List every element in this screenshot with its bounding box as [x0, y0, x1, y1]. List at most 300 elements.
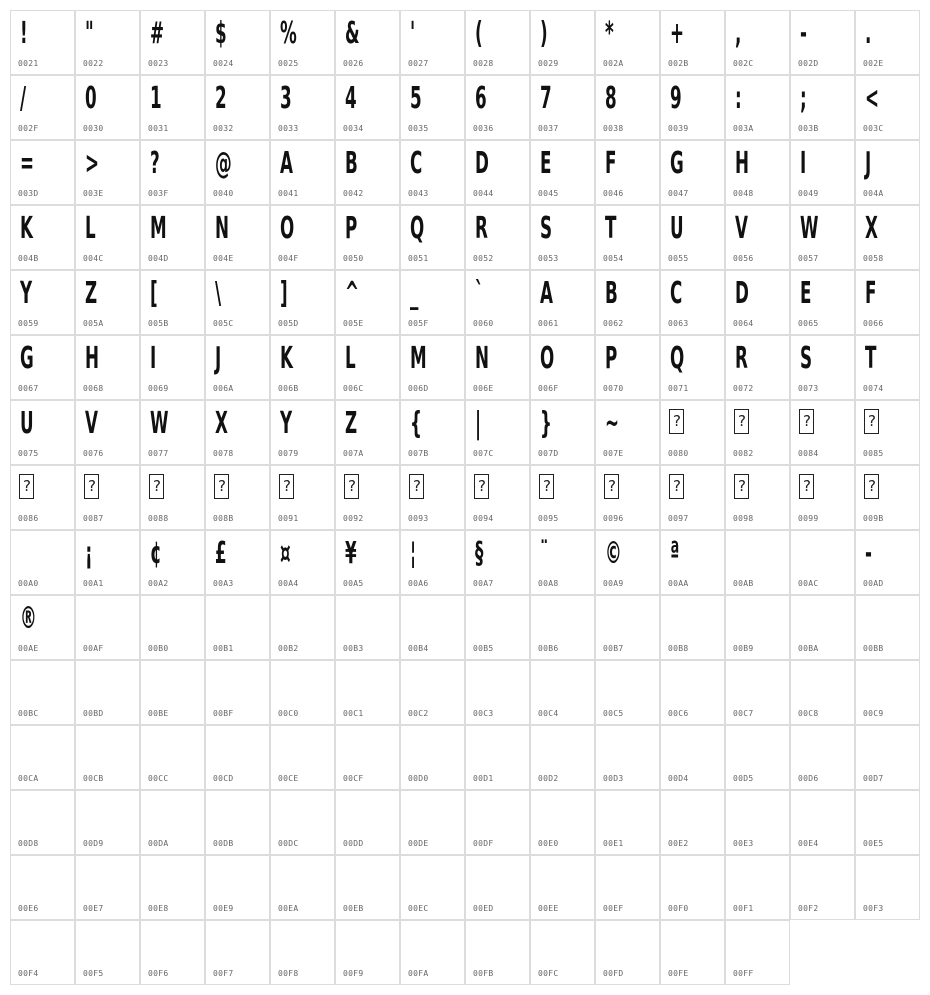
glyph-cell[interactable]	[140, 140, 205, 205]
glyph-cell[interactable]	[465, 595, 530, 660]
glyph-cell[interactable]	[660, 595, 725, 660]
glyph-cell[interactable]	[140, 530, 205, 595]
glyph-cell[interactable]	[205, 270, 270, 335]
glyph-cell[interactable]	[335, 335, 400, 400]
glyph-cell[interactable]	[855, 530, 920, 595]
glyph-cell[interactable]	[595, 855, 660, 920]
glyph-codepoint-label: 0071	[668, 384, 689, 393]
glyph-codepoint-label: 00C3	[473, 709, 494, 718]
missing-glyph-box-icon	[19, 474, 34, 499]
glyph-char: B	[345, 146, 358, 181]
glyph-cell[interactable]	[270, 270, 335, 335]
glyph-cell[interactable]	[530, 920, 595, 985]
glyph-cell[interactable]	[335, 920, 400, 985]
glyph-cell[interactable]	[595, 530, 660, 595]
glyph-cell[interactable]	[400, 660, 465, 725]
glyph-cell[interactable]	[725, 335, 790, 400]
glyph-cell[interactable]	[530, 140, 595, 205]
glyph-char: ¥	[345, 536, 357, 571]
glyph-codepoint-label: 00F0	[668, 904, 689, 913]
glyph-cell[interactable]	[595, 400, 660, 465]
glyph-cell[interactable]	[75, 790, 140, 855]
glyph-char: R	[475, 211, 488, 246]
glyph-cell[interactable]	[205, 920, 270, 985]
glyph-cell[interactable]	[855, 270, 920, 335]
glyph-cell[interactable]	[335, 205, 400, 270]
missing-glyph-box-icon	[214, 474, 229, 499]
glyph-cell[interactable]	[595, 270, 660, 335]
glyph-cell[interactable]	[595, 790, 660, 855]
glyph-cell[interactable]	[205, 335, 270, 400]
glyph-cell[interactable]	[75, 205, 140, 270]
glyph-cell[interactable]	[10, 335, 75, 400]
glyph-cell[interactable]	[660, 400, 725, 465]
glyph-codepoint-label: 005A	[83, 319, 104, 328]
glyph-cell[interactable]	[855, 140, 920, 205]
glyph-codepoint-label: 0050	[343, 254, 364, 263]
glyph-cell[interactable]	[595, 595, 660, 660]
glyph-cell[interactable]	[140, 400, 205, 465]
glyph-char: M	[410, 341, 427, 376]
glyph-cell[interactable]	[465, 725, 530, 790]
glyph-cell[interactable]	[855, 660, 920, 725]
glyph-codepoint-label: 00DA	[148, 839, 169, 848]
glyph-cell[interactable]	[530, 10, 595, 75]
glyph-cell[interactable]	[140, 660, 205, 725]
glyph-codepoint-label: 00E7	[83, 904, 104, 913]
glyph-cell[interactable]	[530, 205, 595, 270]
glyph-codepoint-label: 0035	[408, 124, 429, 133]
glyph-cell[interactable]	[530, 400, 595, 465]
glyph-codepoint-label: 007C	[473, 449, 494, 458]
missing-glyph-icon	[279, 474, 294, 508]
glyph-char: X	[215, 406, 228, 441]
glyph-char: N	[475, 341, 490, 376]
glyph-cell[interactable]	[725, 400, 790, 465]
glyph-cell[interactable]	[335, 660, 400, 725]
glyph-cell[interactable]	[75, 920, 140, 985]
glyph-cell[interactable]	[660, 75, 725, 140]
glyph-cell[interactable]	[790, 270, 855, 335]
glyph-cell[interactable]	[465, 920, 530, 985]
glyph-cell[interactable]	[400, 140, 465, 205]
glyph-cell[interactable]	[10, 920, 75, 985]
glyph-cell[interactable]	[660, 465, 725, 530]
glyph-cell[interactable]	[10, 660, 75, 725]
glyph-codepoint-label: 0027	[408, 59, 429, 68]
glyph-cell[interactable]	[75, 270, 140, 335]
glyph-cell[interactable]	[790, 75, 855, 140]
glyph-cell[interactable]	[660, 725, 725, 790]
glyph-cell[interactable]	[855, 465, 920, 530]
glyph-cell[interactable]	[790, 660, 855, 725]
glyph-grid	[10, 10, 920, 985]
glyph-codepoint-label: 00D9	[83, 839, 104, 848]
glyph-cell[interactable]	[595, 660, 660, 725]
glyph-cell[interactable]	[595, 920, 660, 985]
glyph-codepoint-label: 002A	[603, 59, 624, 68]
glyph-cell[interactable]	[595, 725, 660, 790]
glyph-cell[interactable]	[790, 10, 855, 75]
glyph-cell[interactable]	[660, 140, 725, 205]
glyph-codepoint-label: 00AB	[733, 579, 754, 588]
glyph-cell[interactable]	[595, 10, 660, 75]
glyph-cell[interactable]	[335, 725, 400, 790]
glyph-cell[interactable]	[400, 335, 465, 400]
glyph-cell[interactable]	[660, 790, 725, 855]
glyph-codepoint-label: 0032	[213, 124, 234, 133]
glyph-cell[interactable]	[465, 855, 530, 920]
glyph-cell[interactable]	[530, 790, 595, 855]
glyph-cell[interactable]	[725, 920, 790, 985]
glyph-cell[interactable]	[790, 595, 855, 660]
glyph-cell[interactable]	[75, 75, 140, 140]
glyph-codepoint-label: 0033	[278, 124, 299, 133]
glyph-codepoint-label: 00C6	[668, 709, 689, 718]
glyph-cell[interactable]	[855, 790, 920, 855]
glyph-codepoint-label: 00DC	[278, 839, 299, 848]
glyph-codepoint-label: 0095	[538, 514, 559, 523]
glyph-codepoint-label: 0076	[83, 449, 104, 458]
glyph-char: V	[85, 406, 98, 441]
glyph-cell[interactable]	[530, 855, 595, 920]
glyph-codepoint-label: 00D7	[863, 774, 884, 783]
glyph-codepoint-label: 00E8	[148, 904, 169, 913]
glyph-char: )	[540, 16, 548, 51]
glyph-cell[interactable]	[400, 10, 465, 75]
glyph-cell[interactable]	[335, 140, 400, 205]
glyph-char: :	[735, 81, 742, 116]
glyph-cell[interactable]	[725, 855, 790, 920]
glyph-cell[interactable]	[660, 855, 725, 920]
glyph-cell[interactable]	[400, 270, 465, 335]
glyph-cell[interactable]	[140, 725, 205, 790]
glyph-codepoint-label: 004A	[863, 189, 884, 198]
glyph-codepoint-label: 00E4	[798, 839, 819, 848]
glyph-cell[interactable]	[10, 595, 75, 660]
glyph-codepoint-label: 00C5	[603, 709, 624, 718]
glyph-codepoint-label: 00AE	[18, 644, 39, 653]
glyph-codepoint-label: 00A4	[278, 579, 299, 588]
glyph-codepoint-label: 00D5	[733, 774, 754, 783]
glyph-cell[interactable]	[205, 595, 270, 660]
glyph-cell[interactable]	[530, 75, 595, 140]
glyph-cell[interactable]	[75, 530, 140, 595]
glyph-cell[interactable]	[270, 140, 335, 205]
glyph-cell[interactable]	[400, 725, 465, 790]
glyph-codepoint-label: 0044	[473, 189, 494, 198]
glyph-cell[interactable]	[855, 335, 920, 400]
glyph-cell[interactable]	[335, 790, 400, 855]
glyph-cell[interactable]	[595, 465, 660, 530]
glyph-cell[interactable]	[465, 465, 530, 530]
glyph-cell[interactable]	[335, 465, 400, 530]
glyph-cell[interactable]	[335, 855, 400, 920]
glyph-cell[interactable]	[400, 530, 465, 595]
glyph-cell[interactable]	[270, 660, 335, 725]
glyph-codepoint-label: 00E1	[603, 839, 624, 848]
glyph-char: U	[20, 406, 34, 441]
glyph-char: '	[410, 16, 416, 51]
glyph-cell[interactable]	[725, 465, 790, 530]
glyph-cell[interactable]	[660, 10, 725, 75]
glyph-char: {	[410, 406, 422, 441]
glyph-codepoint-label: 0059	[18, 319, 39, 328]
glyph-cell[interactable]	[725, 75, 790, 140]
glyph-cell[interactable]	[660, 335, 725, 400]
glyph-cell[interactable]	[725, 140, 790, 205]
glyph-codepoint-label: 00F3	[863, 904, 884, 913]
glyph-cell[interactable]	[205, 140, 270, 205]
glyph-cell[interactable]	[270, 790, 335, 855]
glyph-cell[interactable]	[140, 335, 205, 400]
glyph-cell[interactable]	[335, 10, 400, 75]
glyph-codepoint-label: 0036	[473, 124, 494, 133]
glyph-cell[interactable]	[790, 530, 855, 595]
glyph-cell[interactable]	[465, 140, 530, 205]
glyph-cell[interactable]	[10, 855, 75, 920]
glyph-cell[interactable]	[10, 10, 75, 75]
glyph-cell[interactable]	[465, 75, 530, 140]
glyph-char: L	[85, 211, 96, 246]
glyph-cell[interactable]	[270, 530, 335, 595]
glyph-codepoint-label: 0068	[83, 384, 104, 393]
glyph-codepoint-label: 0078	[213, 449, 234, 458]
glyph-cell[interactable]	[10, 465, 75, 530]
glyph-codepoint-label: 00EC	[408, 904, 429, 913]
glyph-cell[interactable]	[790, 140, 855, 205]
glyph-cell[interactable]	[75, 725, 140, 790]
glyph-char: X	[865, 211, 878, 246]
glyph-cell[interactable]	[140, 465, 205, 530]
glyph-cell[interactable]	[530, 725, 595, 790]
glyph-cell[interactable]	[530, 530, 595, 595]
glyph-codepoint-label: 0057	[798, 254, 819, 263]
glyph-cell[interactable]	[270, 465, 335, 530]
glyph-cell[interactable]	[140, 595, 205, 660]
glyph-cell[interactable]	[140, 10, 205, 75]
glyph-codepoint-label: 00B1	[213, 644, 234, 653]
glyph-cell[interactable]	[400, 400, 465, 465]
glyph-codepoint-label: 00B3	[343, 644, 364, 653]
glyph-cell[interactable]	[530, 465, 595, 530]
glyph-cell[interactable]	[335, 75, 400, 140]
glyph-cell[interactable]	[75, 855, 140, 920]
glyph-cell[interactable]	[10, 75, 75, 140]
glyph-cell[interactable]	[725, 530, 790, 595]
glyph-cell[interactable]	[595, 140, 660, 205]
glyph-char: E	[800, 276, 812, 311]
glyph-cell[interactable]	[725, 10, 790, 75]
glyph-cell[interactable]	[205, 10, 270, 75]
glyph-cell[interactable]	[140, 790, 205, 855]
glyph-cell[interactable]	[270, 75, 335, 140]
glyph-cell[interactable]	[790, 855, 855, 920]
glyph-cell[interactable]	[855, 75, 920, 140]
glyph-cell[interactable]	[75, 10, 140, 75]
glyph-codepoint-label: 00E9	[213, 904, 234, 913]
glyph-cell[interactable]	[400, 205, 465, 270]
glyph-cell[interactable]	[270, 595, 335, 660]
glyph-cell[interactable]	[140, 270, 205, 335]
glyph-cell[interactable]	[790, 465, 855, 530]
glyph-cell[interactable]	[270, 920, 335, 985]
glyph-codepoint-label: 00BF	[213, 709, 234, 718]
glyph-cell[interactable]	[400, 75, 465, 140]
glyph-char: |	[475, 406, 482, 441]
glyph-cell[interactable]	[75, 465, 140, 530]
glyph-cell[interactable]	[140, 855, 205, 920]
glyph-cell[interactable]	[465, 660, 530, 725]
glyph-cell[interactable]	[400, 920, 465, 985]
glyph-char: P	[345, 211, 358, 246]
glyph-cell[interactable]	[465, 400, 530, 465]
glyph-cell[interactable]	[335, 595, 400, 660]
missing-glyph-box-icon	[539, 474, 554, 499]
glyph-codepoint-label: 00F4	[18, 969, 39, 978]
glyph-cell[interactable]	[660, 530, 725, 595]
glyph-cell[interactable]	[140, 205, 205, 270]
glyph-char: 3	[280, 81, 292, 116]
glyph-cell[interactable]	[270, 400, 335, 465]
glyph-cell[interactable]	[400, 595, 465, 660]
glyph-cell[interactable]	[465, 205, 530, 270]
missing-glyph-icon	[214, 474, 229, 508]
glyph-cell[interactable]	[595, 335, 660, 400]
glyph-char: G	[670, 146, 684, 181]
glyph-cell[interactable]	[660, 270, 725, 335]
glyph-cell[interactable]	[530, 335, 595, 400]
glyph-cell[interactable]	[855, 400, 920, 465]
glyph-char: ;	[800, 81, 807, 116]
glyph-codepoint-label: 00D1	[473, 774, 494, 783]
glyph-cell[interactable]	[75, 660, 140, 725]
glyph-cell[interactable]	[725, 660, 790, 725]
glyph-cell[interactable]	[205, 530, 270, 595]
glyph-codepoint-label: 0047	[668, 189, 689, 198]
glyph-codepoint-label: 00BE	[148, 709, 169, 718]
glyph-cell[interactable]	[205, 205, 270, 270]
glyph-cell[interactable]	[10, 790, 75, 855]
glyph-cell[interactable]	[855, 725, 920, 790]
glyph-cell[interactable]	[790, 335, 855, 400]
glyph-cell[interactable]	[400, 855, 465, 920]
glyph-codepoint-label: 002C	[733, 59, 754, 68]
glyph-codepoint-label: 0031	[148, 124, 169, 133]
glyph-cell[interactable]	[205, 465, 270, 530]
glyph-cell[interactable]	[75, 400, 140, 465]
glyph-cell[interactable]	[530, 595, 595, 660]
glyph-cell[interactable]	[270, 205, 335, 270]
glyph-cell[interactable]	[465, 530, 530, 595]
glyph-cell[interactable]	[855, 595, 920, 660]
glyph-cell[interactable]	[725, 790, 790, 855]
glyph-cell[interactable]	[660, 920, 725, 985]
glyph-cell[interactable]	[10, 270, 75, 335]
glyph-cell[interactable]	[75, 140, 140, 205]
glyph-cell[interactable]	[725, 725, 790, 790]
glyph-cell[interactable]	[790, 400, 855, 465]
glyph-cell[interactable]	[10, 140, 75, 205]
glyph-cell[interactable]	[205, 725, 270, 790]
glyph-codepoint-label: 0023	[148, 59, 169, 68]
glyph-codepoint-label: 0085	[863, 449, 884, 458]
glyph-cell[interactable]	[790, 725, 855, 790]
glyph-cell[interactable]	[140, 75, 205, 140]
glyph-char: ,	[735, 16, 742, 51]
glyph-codepoint-label: 00EE	[538, 904, 559, 913]
glyph-cell[interactable]	[465, 790, 530, 855]
glyph-codepoint-label: 005B	[148, 319, 169, 328]
glyph-cell[interactable]	[205, 660, 270, 725]
glyph-cell[interactable]	[465, 270, 530, 335]
glyph-cell[interactable]	[725, 205, 790, 270]
glyph-cell[interactable]	[400, 465, 465, 530]
glyph-codepoint-label: 0043	[408, 189, 429, 198]
glyph-cell[interactable]	[270, 725, 335, 790]
glyph-cell[interactable]	[335, 530, 400, 595]
glyph-char: S	[540, 211, 553, 246]
glyph-cell[interactable]	[530, 270, 595, 335]
glyph-cell[interactable]	[335, 400, 400, 465]
glyph-cell[interactable]	[725, 595, 790, 660]
glyph-cell[interactable]	[660, 660, 725, 725]
glyph-codepoint-label: 00DB	[213, 839, 234, 848]
glyph-cell[interactable]	[205, 790, 270, 855]
glyph-cell[interactable]	[10, 725, 75, 790]
glyph-cell[interactable]	[595, 75, 660, 140]
glyph-cell[interactable]	[205, 400, 270, 465]
glyph-cell[interactable]	[595, 205, 660, 270]
missing-glyph-box-icon	[734, 409, 749, 434]
glyph-cell[interactable]	[205, 75, 270, 140]
glyph-cell[interactable]	[10, 530, 75, 595]
glyph-char: R	[735, 341, 748, 376]
glyph-cell[interactable]	[465, 10, 530, 75]
glyph-cell[interactable]	[855, 855, 920, 920]
glyph-cell[interactable]	[75, 335, 140, 400]
glyph-codepoint-label: 0030	[83, 124, 104, 133]
glyph-codepoint-label: 002F	[18, 124, 39, 133]
missing-glyph-icon	[474, 474, 489, 508]
glyph-char: J	[215, 341, 222, 376]
glyph-cell[interactable]	[400, 790, 465, 855]
glyph-cell[interactable]	[270, 10, 335, 75]
glyph-codepoint-label: 0021	[18, 59, 39, 68]
glyph-cell[interactable]	[270, 335, 335, 400]
glyph-cell[interactable]	[855, 10, 920, 75]
glyph-cell[interactable]	[335, 270, 400, 335]
glyph-char: Z	[345, 406, 358, 441]
glyph-char: }	[540, 406, 552, 441]
glyph-cell[interactable]	[790, 205, 855, 270]
glyph-cell[interactable]	[790, 790, 855, 855]
glyph-cell[interactable]	[140, 920, 205, 985]
glyph-cell[interactable]	[10, 400, 75, 465]
glyph-cell[interactable]	[270, 855, 335, 920]
glyph-codepoint-label: 00D2	[538, 774, 559, 783]
glyph-codepoint-label: 00F9	[343, 969, 364, 978]
glyph-cell[interactable]	[855, 205, 920, 270]
glyph-cell[interactable]	[660, 205, 725, 270]
glyph-cell[interactable]	[10, 205, 75, 270]
glyph-cell[interactable]	[205, 855, 270, 920]
glyph-cell[interactable]	[530, 660, 595, 725]
glyph-cell[interactable]	[725, 270, 790, 335]
glyph-char: H	[735, 146, 750, 181]
glyph-cell[interactable]	[75, 595, 140, 660]
glyph-cell[interactable]	[465, 335, 530, 400]
